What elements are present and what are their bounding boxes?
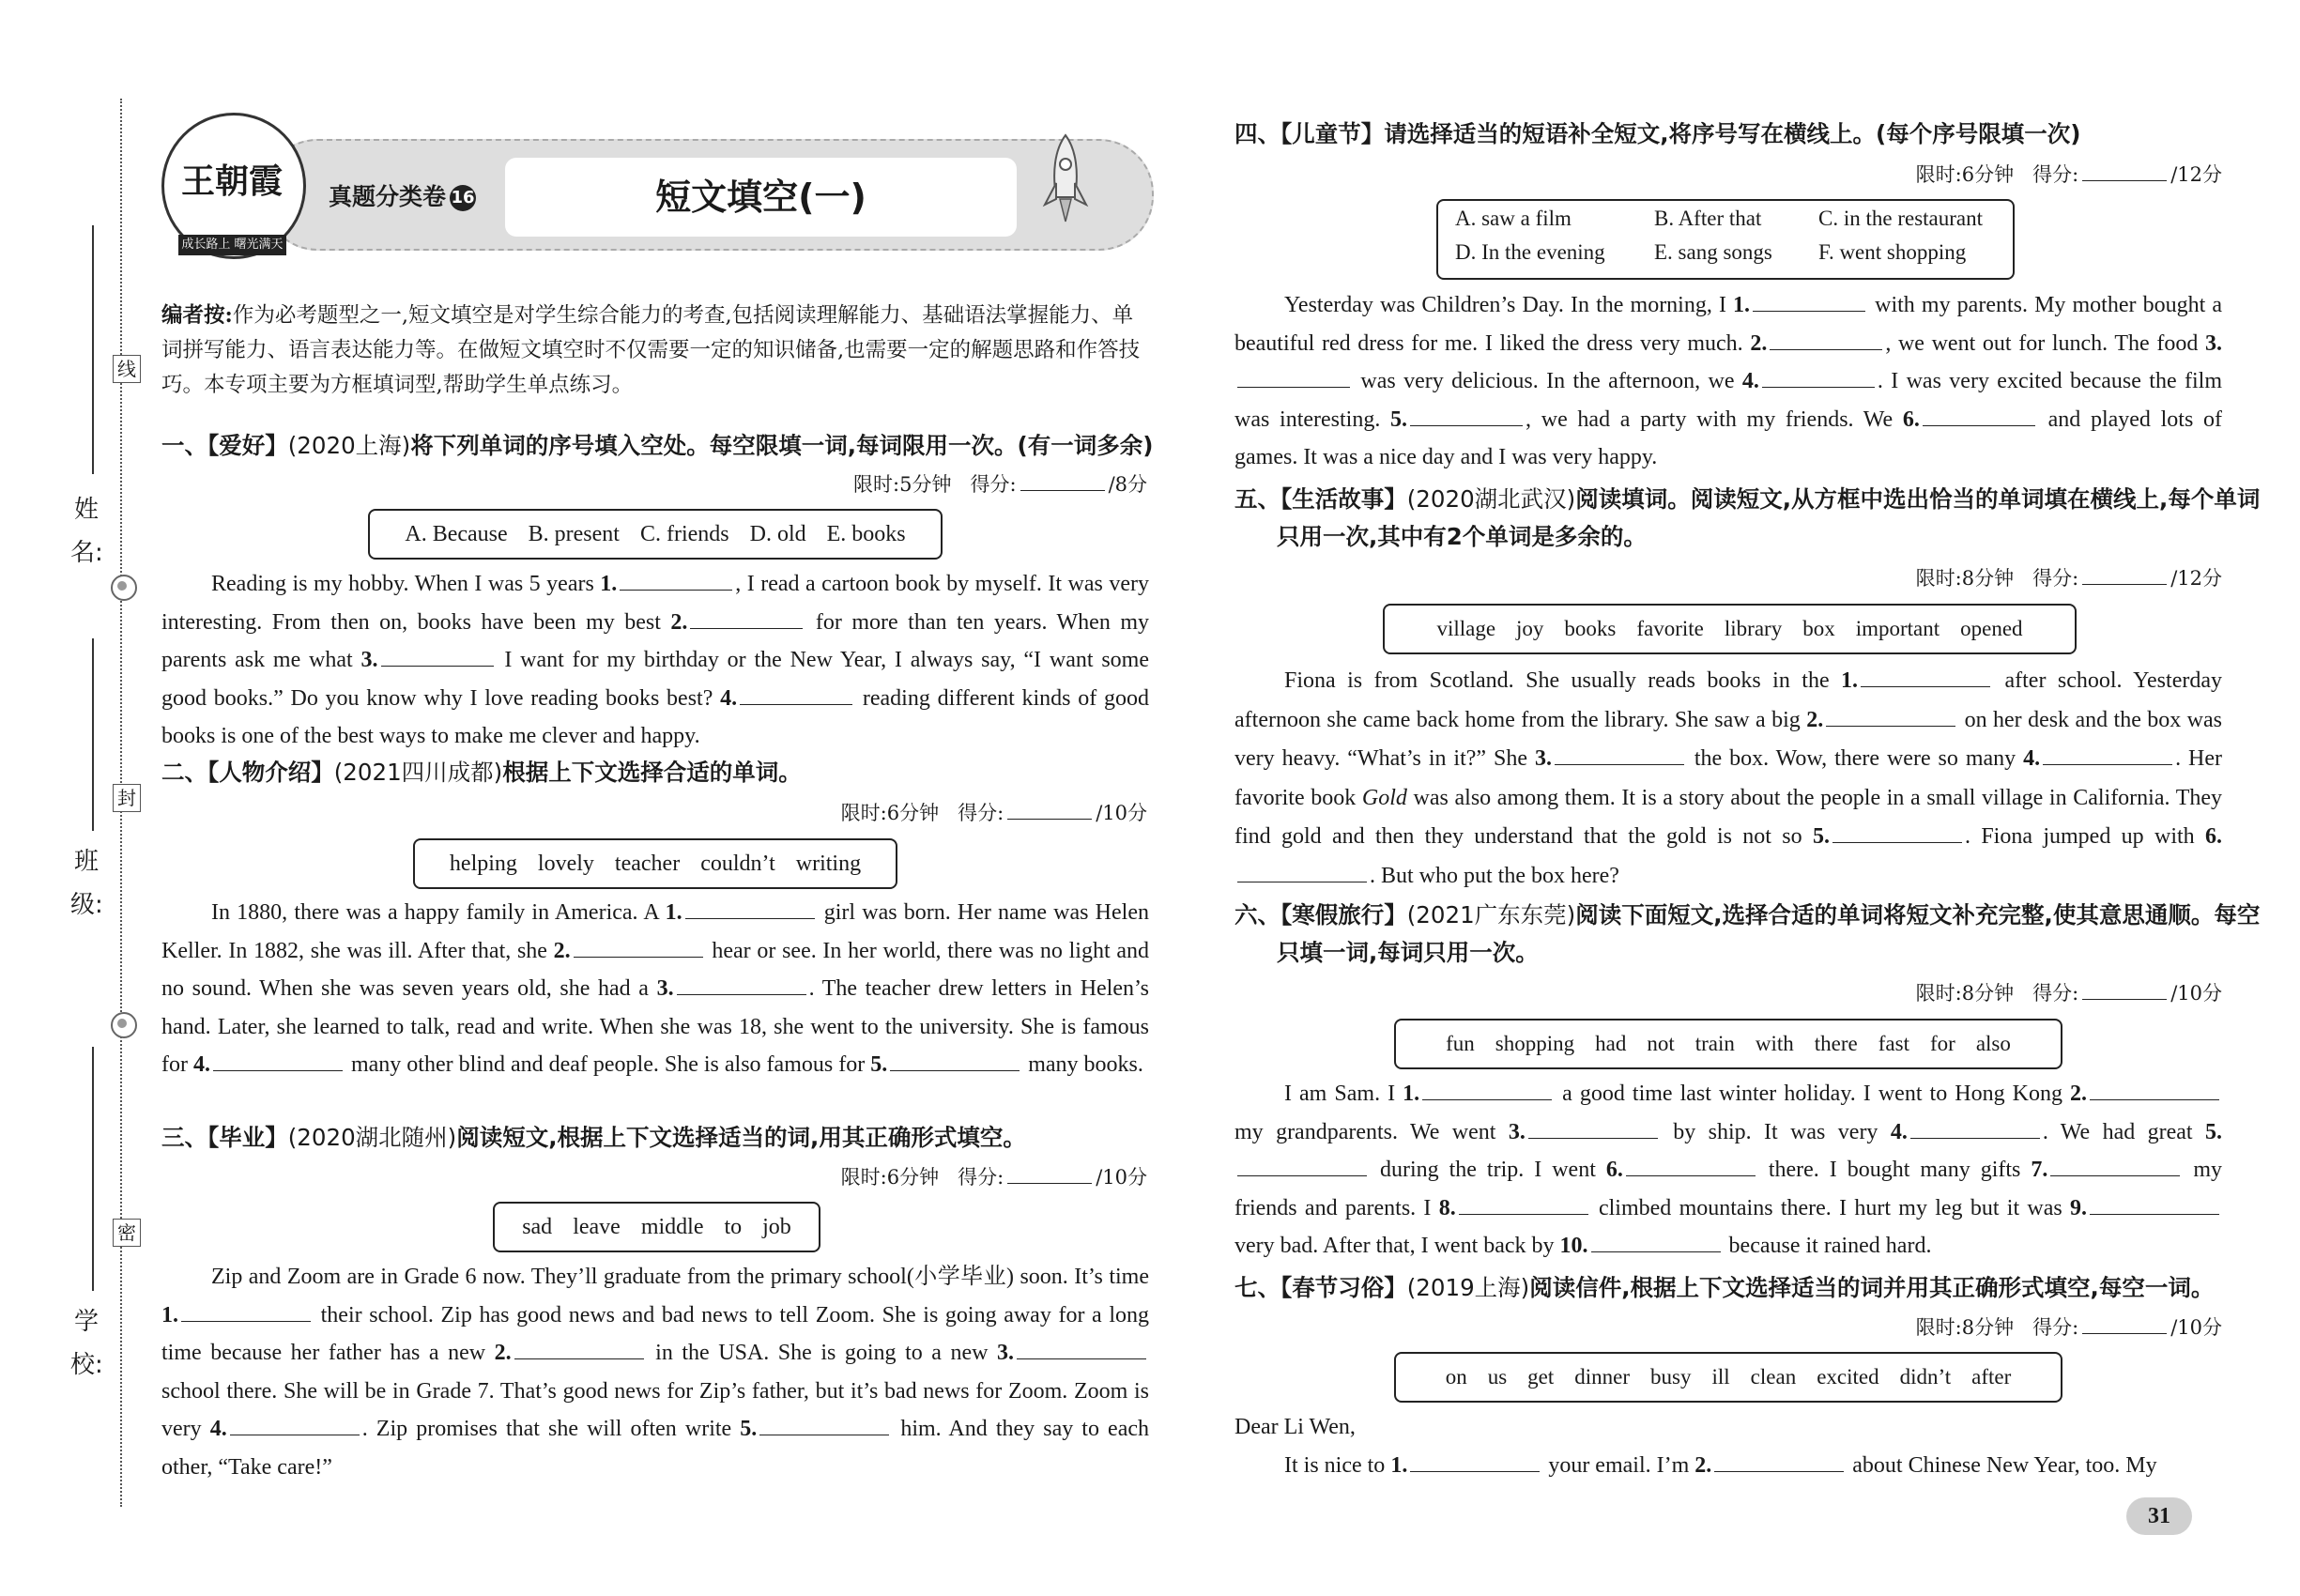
answer-blank[interactable] bbox=[690, 606, 803, 629]
binding-hole-icon bbox=[111, 575, 137, 601]
option: teacher bbox=[614, 852, 681, 876]
score-blank[interactable] bbox=[2082, 567, 2167, 585]
option: D. old bbox=[749, 522, 806, 546]
option: to bbox=[724, 1215, 743, 1239]
option: A. Because bbox=[405, 522, 508, 546]
option: dinner bbox=[1574, 1365, 1631, 1389]
option: E. sang songs bbox=[1654, 240, 1772, 264]
option: important bbox=[1855, 617, 1940, 640]
option: ill bbox=[1711, 1365, 1730, 1389]
option: A. saw a film bbox=[1455, 207, 1572, 230]
section-3-time-score: 限时:6分钟 得分: /10分 bbox=[840, 1166, 1147, 1189]
section-1-passage: Reading is my hobby. When I was 5 years 1. , I read a cartoon book by myself. It was very interesting. From then on, books have been my best 2. for more than ten years. When my parents ask me what 3. I want for my birthday or the New Year, I always say, “I want some good books.” Do you know why I love reading books best? 4. reading different kinds of good books is one of the best ways to make me clever and happy. bbox=[161, 565, 1149, 756]
name-label: 姓 名: bbox=[70, 496, 103, 567]
school-label: 学 校: bbox=[70, 1308, 103, 1379]
answer-blank[interactable] bbox=[574, 934, 703, 958]
option: C. friends bbox=[639, 522, 729, 546]
option: busy bbox=[1650, 1365, 1692, 1389]
option: had bbox=[1595, 1032, 1627, 1055]
option: shopping bbox=[1495, 1032, 1575, 1055]
score-blank[interactable] bbox=[1007, 802, 1092, 820]
answer-blank[interactable] bbox=[685, 896, 815, 919]
answer-blank[interactable] bbox=[2043, 742, 2172, 765]
option: also bbox=[1975, 1032, 2011, 1055]
logo-subtitle: 成长路上 曙光满天 bbox=[178, 235, 286, 255]
editor-note-prefix: 编者按: bbox=[161, 303, 233, 328]
answer-blank[interactable] bbox=[181, 1298, 311, 1322]
option: train bbox=[1694, 1032, 1735, 1055]
page-number: 31 bbox=[2126, 1497, 2192, 1535]
option: B. After that bbox=[1654, 207, 1762, 230]
answer-blank[interactable] bbox=[2090, 1077, 2219, 1100]
answer-blank[interactable] bbox=[514, 1336, 644, 1359]
section-4-time-score: 限时:6分钟 得分: /12分 bbox=[1915, 163, 2222, 186]
name-fill-line bbox=[92, 225, 94, 474]
score-blank[interactable] bbox=[1020, 473, 1105, 491]
option: helping bbox=[449, 852, 517, 876]
score-blank[interactable] bbox=[2082, 163, 2167, 181]
option: didn’t bbox=[1899, 1365, 1952, 1389]
option: couldn’t bbox=[700, 852, 775, 876]
answer-blank[interactable] bbox=[1017, 1336, 1146, 1359]
option: us bbox=[1487, 1365, 1508, 1389]
rocket-icon bbox=[1037, 131, 1094, 225]
option: D. In the evening bbox=[1455, 240, 1605, 264]
editor-note bbox=[161, 299, 1147, 403]
section-4-phrase-box bbox=[1436, 199, 2015, 280]
section-3-word-box bbox=[493, 1202, 820, 1252]
section-6-word-box bbox=[1394, 1019, 2062, 1069]
answer-blank[interactable] bbox=[230, 1412, 360, 1435]
seal-mark-secret: 密 bbox=[113, 1219, 141, 1247]
section-4-heading: 四、【儿童节】请选择适当的短语补全短文,将序号写在横线上。(每个序号限填一次) bbox=[1234, 120, 2081, 147]
answer-blank[interactable] bbox=[1753, 288, 1865, 312]
seal-mark-line: 线 bbox=[113, 355, 141, 383]
option: B. present bbox=[528, 522, 620, 546]
answer-blank[interactable] bbox=[1410, 1449, 1540, 1472]
answer-blank[interactable] bbox=[1237, 1153, 1367, 1176]
answer-blank[interactable] bbox=[890, 1048, 1020, 1071]
section-5-time-score: 限时:8分钟 得分: /12分 bbox=[1915, 567, 2222, 590]
answer-blank[interactable] bbox=[1528, 1115, 1658, 1139]
section-6-heading: 六、【寒假旅行】(2021广东东莞)阅读下面短文,选择合适的单词将短文补充完整,使其意思通顺。每空只填一词,每词只用一次。 bbox=[1234, 901, 2261, 966]
series-number-badge: 16 bbox=[450, 185, 476, 211]
answer-blank[interactable] bbox=[213, 1048, 343, 1071]
answer-blank[interactable] bbox=[2090, 1191, 2219, 1215]
option: leave bbox=[573, 1215, 621, 1239]
answer-blank[interactable] bbox=[1770, 327, 1882, 350]
option: there bbox=[1814, 1032, 1858, 1055]
option: box bbox=[1802, 617, 1835, 640]
answer-blank[interactable] bbox=[620, 567, 732, 591]
section-2-time-score: 限时:6分钟 得分: /10分 bbox=[840, 802, 1147, 824]
answer-blank[interactable] bbox=[1410, 403, 1523, 426]
section-1-time-score: 限时:5分钟 得分: /8分 bbox=[853, 473, 1147, 496]
section-2-word-box bbox=[413, 838, 897, 889]
class-label: 班 级: bbox=[70, 848, 103, 919]
section-7-heading: 七、【春节习俗】(2019上海)阅读信件,根据上下文选择适当的词并用其正确形式填空,每空一词。 bbox=[1234, 1274, 2215, 1301]
school-fill-line bbox=[92, 1047, 94, 1291]
option: books bbox=[1564, 617, 1617, 640]
option: not bbox=[1647, 1032, 1675, 1055]
answer-blank[interactable] bbox=[1237, 364, 1350, 388]
option: favorite bbox=[1636, 617, 1704, 640]
answer-blank[interactable] bbox=[759, 1412, 889, 1435]
option: for bbox=[1929, 1032, 1955, 1055]
option: writing bbox=[795, 852, 862, 876]
section-7-passage: It is nice to 1. your email. I’m 2. about Chinese New Year, too. My bbox=[1234, 1447, 2222, 1485]
editor-note-text: 作为必考题型之一,短文填空是对学生综合能力的考查,包括阅读理解能力、基础语法掌握能力、单词拼写能力、语言表达能力等。在做短文填空时不仅需要一定的知识储备,也需要一定的解题思路和作答技巧。本专项主要为方框填词型,帮助学生单点练习。 bbox=[161, 303, 1141, 397]
score-blank[interactable] bbox=[2082, 1316, 2167, 1334]
answer-blank[interactable] bbox=[1826, 703, 1955, 727]
answer-blank[interactable] bbox=[2050, 1153, 2180, 1176]
page-title: 短文填空(一) bbox=[505, 158, 1017, 237]
answer-blank[interactable] bbox=[1861, 664, 1990, 687]
section-6-time-score: 限时:8分钟 得分: /10分 bbox=[1915, 982, 2222, 1005]
option: fun bbox=[1446, 1032, 1475, 1055]
option: after bbox=[1971, 1365, 2012, 1389]
section-2-passage: In 1880, there was a happy family in America. A 1. girl was born. Her name was Helen Keller. In 1882, she was ill. After that, she 2. hear or see. In her world, there was no light and no sound. When she was seven years old, she had a 3. . The teacher drew letters in Helen’s hand. Later, she learned to talk, read and write. When she was 18, she went to the university. She is famous for 4. many other blind and deaf people. She is also famous for 5. many books. bbox=[161, 894, 1149, 1084]
answer-blank[interactable] bbox=[677, 972, 806, 995]
answer-blank[interactable] bbox=[1591, 1229, 1721, 1252]
answer-blank[interactable] bbox=[1555, 742, 1684, 765]
seal-mark-seal: 封 bbox=[113, 784, 141, 812]
class-fill-line bbox=[92, 638, 94, 831]
answer-blank[interactable] bbox=[1237, 859, 1367, 882]
score-blank[interactable] bbox=[2082, 982, 2167, 1000]
section-1-heading: 一、【爱好】(2020上海)将下列单词的序号填入空处。每空限填一词,每词限用一次。(有一词多余) bbox=[161, 432, 1154, 459]
section-3-heading: 三、【毕业】(2020湖北随州)阅读短文,根据上下文选择适当的词,用其正确形式填空。 bbox=[161, 1124, 1026, 1151]
score-blank[interactable] bbox=[1007, 1166, 1092, 1184]
option: excited bbox=[1817, 1365, 1879, 1389]
answer-blank[interactable] bbox=[1762, 364, 1875, 388]
option: with bbox=[1755, 1032, 1794, 1055]
option: get bbox=[1527, 1365, 1555, 1389]
logo-text: 王朝霞 bbox=[180, 161, 283, 201]
section-5-word-box bbox=[1383, 604, 2077, 654]
section-1-word-box bbox=[368, 509, 943, 560]
answer-blank[interactable] bbox=[1832, 820, 1962, 843]
section-3-passage: Zip and Zoom are in Grade 6 now. They’ll graduate from the primary school(小学毕业) soon. It’s time 1. their school. Zip has good news and bad news to tell Zoom. She is going away for a long time because her father has a new 2. in the USA. She is going to a new 3. school there. She will be in Grade 7. That’s good news for Zip’s father, but it’s bad news for Zoom. Zoom is very 4. . Zip promises that she will often write 5. him. And they say to each other, “Take care!” bbox=[161, 1265, 1149, 1480]
answer-blank[interactable] bbox=[1422, 1077, 1552, 1100]
option: lovely bbox=[537, 852, 594, 876]
answer-blank[interactable] bbox=[1626, 1153, 1756, 1176]
answer-blank[interactable] bbox=[381, 643, 494, 667]
option: F. went shopping bbox=[1818, 240, 1967, 264]
section-4-passage: Yesterday was Children’s Day. In the morning, I 1. with my parents. My mother bought a beautiful red dress for me. I liked the dress very much. 2. , we went out for lunch. The food 3. was very delicious. In the afternoon, we 4. . I was very excited because the film was interesting. 5. , we had a party with my friends. We 6. and played lots of games. It was a nice day and I was very happy. bbox=[1234, 286, 2222, 477]
section-5-passage: Fiona is from Scotland. She usually reads books in the 1. after school. Yesterday afternoon she came back home from the library. She saw a big 2. on her desk and the box was very heavy. “What’s in it?” She 3. the box. Wow, there were so many 4. . Her favorite book Gold was also among them. It is a story about the people in a small village in California. They find gold and then they understand that the gold is not so 5. . Fiona jumped up with 6.. But who put the box here? bbox=[1234, 662, 2222, 896]
section-2-heading: 二、【人物介绍】(2021四川成都)根据上下文选择合适的单词。 bbox=[161, 759, 802, 786]
answer-blank[interactable] bbox=[1714, 1449, 1844, 1472]
option: job bbox=[762, 1215, 791, 1239]
option: opened bbox=[1960, 617, 2023, 640]
answer-blank[interactable] bbox=[740, 682, 852, 705]
option: on bbox=[1445, 1365, 1467, 1389]
option: joy bbox=[1516, 617, 1544, 640]
letter-greeting: Dear Li Wen, bbox=[1234, 1415, 1356, 1439]
section-5-heading: 五、【生活故事】(2020湖北武汉)阅读填词。阅读短文,从方框中选出恰当的单词填在横线上,每个单词只用一次,其中有2个单词是多余的。 bbox=[1234, 485, 2261, 550]
answer-blank[interactable] bbox=[1910, 1115, 2040, 1139]
option: sad bbox=[522, 1215, 553, 1239]
option: C. in the restaurant bbox=[1818, 207, 1984, 230]
option: middle bbox=[640, 1215, 704, 1239]
option: village bbox=[1436, 617, 1496, 640]
section-7-time-score: 限时:8分钟 得分: /10分 bbox=[1915, 1316, 2222, 1339]
answer-blank[interactable] bbox=[1459, 1191, 1588, 1215]
section-6-passage: I am Sam. I 1. a good time last winter holiday. I went to Hong Kong 2. my grandparents. We went 3. by ship. It was very 4. . We had great 5. during the trip. I went 6. there. I bought many gifts 7. my friends and parents. I 8. climbed mountains there. I hurt my leg but it was 9. very bad. After that, I went back by 10. because it rained hard. bbox=[1234, 1075, 2222, 1266]
option: library bbox=[1724, 617, 1783, 640]
series-label: 真题分类卷 16 bbox=[329, 183, 475, 210]
section-7-word-box bbox=[1394, 1352, 2062, 1403]
option: clean bbox=[1750, 1365, 1797, 1389]
answer-blank[interactable] bbox=[1923, 403, 2035, 426]
option: fast bbox=[1878, 1032, 1909, 1055]
option: E. books bbox=[826, 522, 906, 546]
binding-hole-icon bbox=[111, 1012, 137, 1038]
